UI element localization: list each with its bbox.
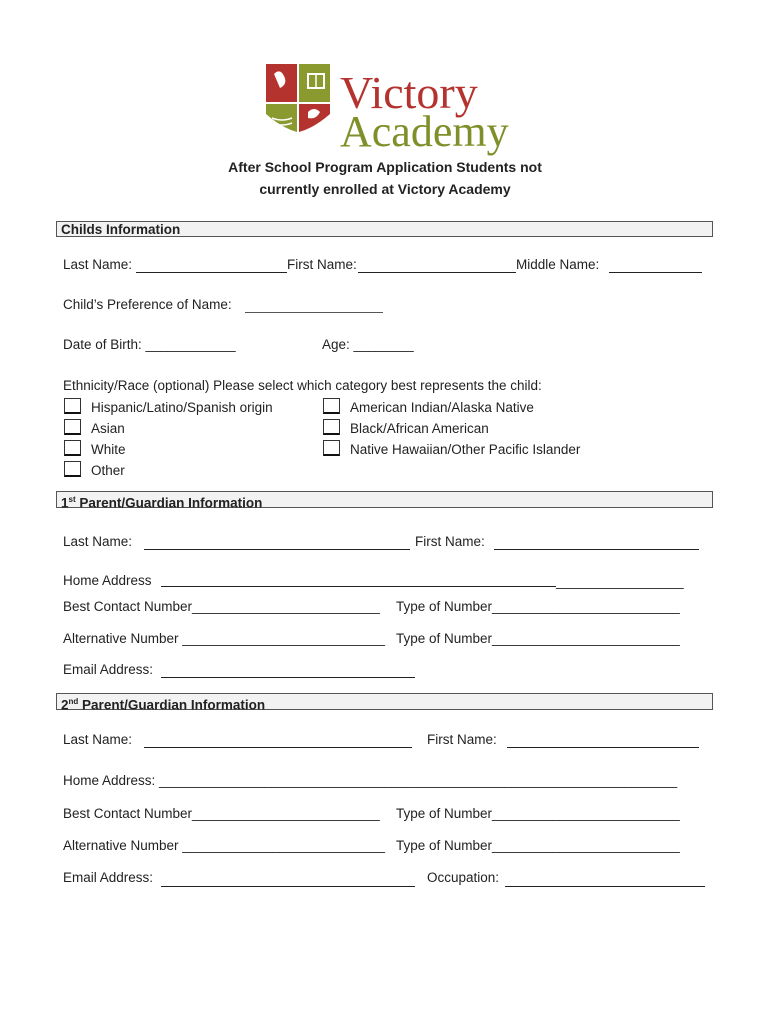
parent2-first-name-label: First Name: <box>427 732 497 747</box>
parent2-best-contact-field[interactable]: Best Contact Number_________________________ <box>63 806 380 821</box>
parent2-type-number-1-field[interactable]: Type of Number_________________________ <box>396 806 680 821</box>
checkbox-native-hawaiian[interactable] <box>323 440 340 456</box>
parent2-last-name-label: Last Name: <box>63 732 133 747</box>
option-native-hawaiian-label: Native Hawaiian/Other Pacific Islander <box>350 442 581 457</box>
parent2-header-num: 2 <box>61 697 69 713</box>
logo-text-academy: Academy <box>340 107 509 156</box>
child-middle-name-label: Middle Name: <box>516 257 600 272</box>
section-header-child: Childs Information <box>56 221 713 237</box>
child-last-name-label: Last Name: <box>63 257 133 272</box>
checkbox-black[interactable] <box>323 419 340 435</box>
child-preferred-name-label: Child’s Preference of Name: <box>63 297 232 312</box>
parent1-header-num: 1 <box>61 495 69 511</box>
section-header-parent-1 <box>56 491 713 511</box>
parent1-home-address-tail[interactable]: _________________ <box>556 574 684 589</box>
parent1-email-label: Email Address: <box>63 662 154 677</box>
parent2-home-address-field[interactable]: Home Address: _____________________________________________________________________ <box>63 773 678 788</box>
parent2-last-name-field[interactable] <box>144 747 412 748</box>
checkbox-other[interactable] <box>64 461 81 477</box>
option-asian-label: Asian <box>91 421 125 436</box>
parent2-occupation-field[interactable] <box>505 886 705 887</box>
parent1-last-name-field[interactable] <box>144 549 410 550</box>
parent2-header-sup: nd <box>68 697 79 706</box>
parent2-type-number-2-field[interactable]: Type of Number_________________________ <box>396 838 680 853</box>
parent1-first-name-field[interactable] <box>494 549 699 550</box>
option-american-indian-label: American Indian/Alaska Native <box>350 400 534 415</box>
parent2-header-text: Parent/Guardian Information <box>78 697 266 713</box>
form-title-line-2: currently enrolled at Victory Academy <box>259 181 511 197</box>
parent1-email-field[interactable] <box>161 677 415 678</box>
parent1-type-number-2-field[interactable]: Type of Number_________________________ <box>396 631 680 646</box>
section-header-parent-2 <box>56 693 713 713</box>
logo-text-victory: Victory <box>340 67 478 118</box>
parent2-occupation-label: Occupation: <box>427 870 500 885</box>
parent1-header-text: Parent/Guardian Information <box>75 495 263 511</box>
parent1-last-name-label: Last Name: <box>63 534 133 549</box>
option-white-label: White <box>91 442 126 457</box>
parent2-first-name-field[interactable] <box>507 747 699 748</box>
parent1-alt-number-field[interactable]: Alternative Number ___________________________ <box>63 631 386 646</box>
checkbox-white[interactable] <box>64 440 81 456</box>
option-other-label: Other <box>91 463 125 478</box>
checkbox-american-indian[interactable] <box>323 398 340 414</box>
child-preferred-name-field[interactable] <box>245 312 383 313</box>
parent1-header-sup: st <box>68 495 76 504</box>
child-middle-name-field[interactable] <box>609 272 702 273</box>
parent1-home-address-field[interactable] <box>161 586 556 587</box>
parent2-alt-number-field[interactable]: Alternative Number ___________________________ <box>63 838 386 853</box>
child-first-name-field[interactable] <box>358 272 516 273</box>
parent1-type-number-1-field[interactable]: Type of Number_________________________ <box>396 599 680 614</box>
checkbox-hispanic[interactable] <box>64 398 81 414</box>
parent2-email-label: Email Address: <box>63 870 154 885</box>
child-dob-field[interactable]: Date of Birth: ____________ <box>63 337 236 352</box>
child-last-name-field[interactable] <box>136 272 287 273</box>
child-age-field[interactable]: Age: ________ <box>322 337 414 352</box>
ethnicity-prompt: Ethnicity/Race (optional) Please select which category best represents the child: <box>63 378 542 393</box>
child-first-name-label: First Name: <box>287 257 357 272</box>
option-black-label: Black/African American <box>350 421 489 436</box>
parent2-email-field[interactable] <box>161 886 415 887</box>
option-hispanic-label: Hispanic/Latino/Spanish origin <box>91 400 273 415</box>
checkbox-asian[interactable] <box>64 419 81 435</box>
victory-academy-logo <box>264 62 514 162</box>
crest-shield-icon <box>264 62 332 146</box>
parent1-first-name-label: First Name: <box>415 534 485 549</box>
form-title-line-1: After School Program Application Students not <box>228 159 542 175</box>
parent1-home-address-label: Home Address <box>63 573 152 588</box>
parent1-best-contact-field[interactable]: Best Contact Number_________________________ <box>63 599 380 614</box>
